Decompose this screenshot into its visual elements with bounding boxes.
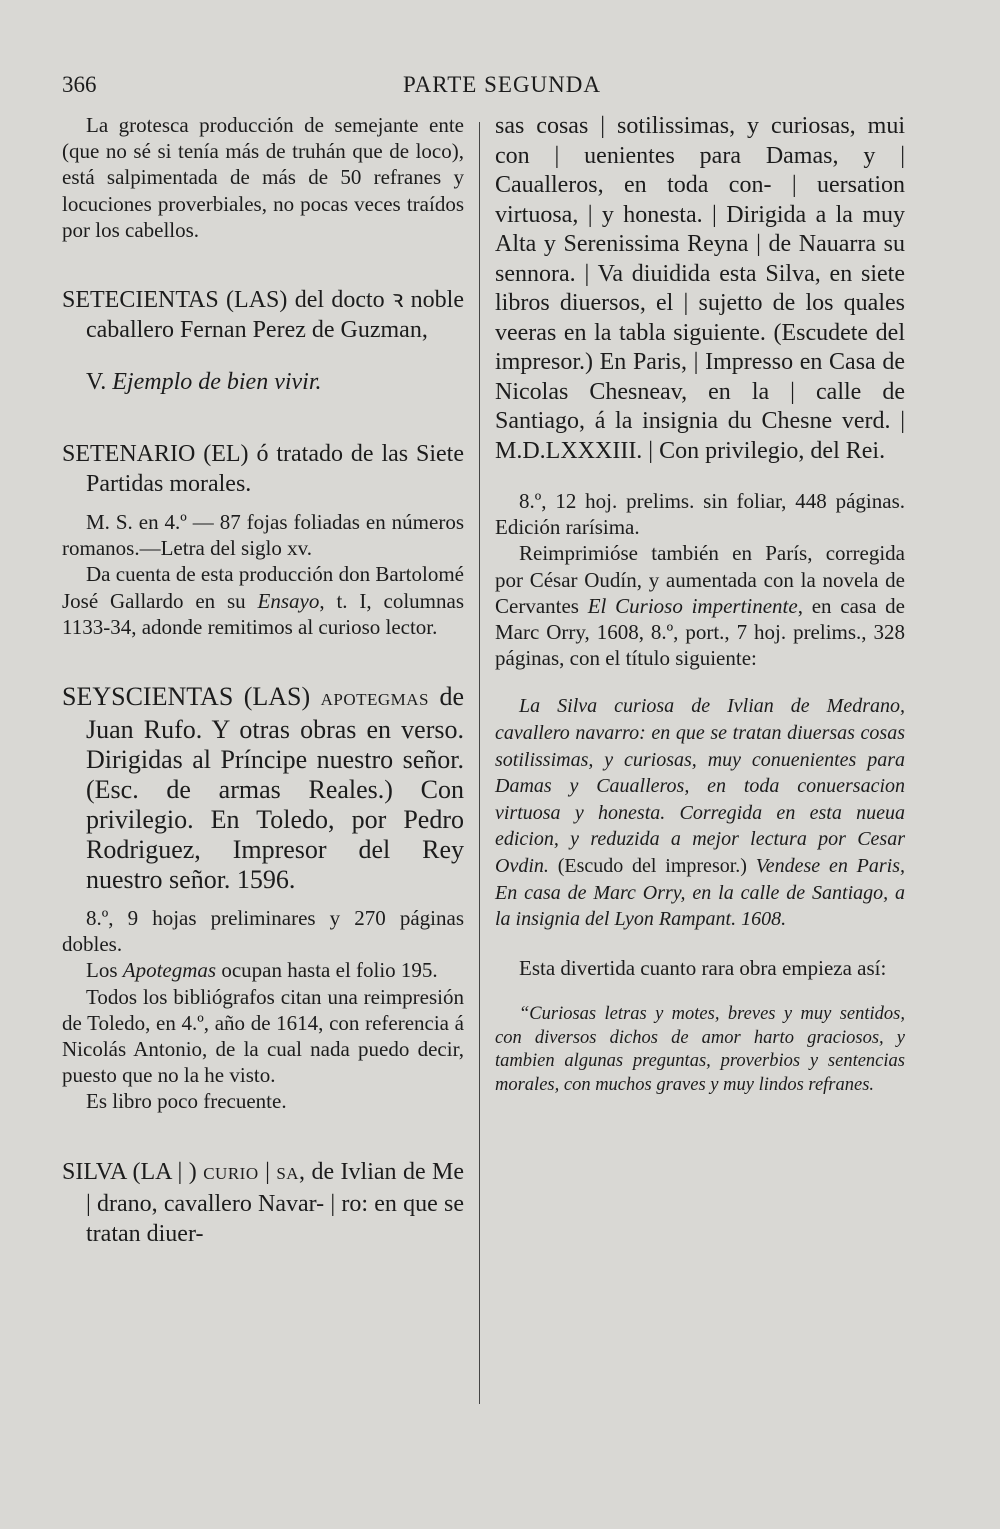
heading-rest: , de Ivlian de Me | drano, cavallero Navar- | ro: en que se tratan diuer- bbox=[86, 1158, 465, 1247]
entry-seyscientas-note-3: Es libro poco frecuente. bbox=[86, 1089, 287, 1114]
apotegmas-title: Apotegmas bbox=[122, 958, 217, 983]
heading-separator: | bbox=[265, 1158, 270, 1185]
novel-title: El Curioso impertinente bbox=[587, 593, 798, 618]
reference-prefix: V. bbox=[86, 369, 107, 396]
opening-quote: “Curiosas letras y motes, breves y muy sentidos, con diversos dichos de amor harto graciosos, y tambien algunas preguntas, proverbios y sentencias morales, con muchos graves y muy lindos refranes. bbox=[495, 1003, 905, 1096]
left-column bbox=[62, 112, 464, 1249]
entry-setecientas-reference bbox=[62, 367, 464, 397]
heading-main: SEYSCIENTAS (LAS) bbox=[62, 682, 311, 712]
heading-rest: de Juan Rufo. Y otras obras en verso. Dirigidas al Príncipe nuestro señor. (Esc. de armas Reales.) Con privilegio. En Toledo, por Pedro Rodriguez, Impresor del Rey nuestro señor. 1596. bbox=[86, 682, 465, 895]
heading-part: SILVA (LA | ) bbox=[62, 1158, 197, 1185]
quote-imprint: Vendese en Paris, En casa de Marc Orry, en la calle de Santiago, a la insignia del Lyon Rampant. 1608. bbox=[495, 854, 906, 931]
note-text-end: , en casa de Marc Orry, 1608, 8.º, port., 7 hoj. prelims., 328 páginas, con el título siguiente: bbox=[495, 593, 905, 671]
entry-silva-title-continued: sas cosas | sotilissimas, y curiosas, mui con | uenientes para Damas, y | Caualleros, en toda con- | uersation virtuosa, | y honesta. | Dirigida a la muy Alta y Serenissima Reyna | de Nauarra su sennora. | Va diuidida esta Silva, en siete libros diuersos, el | sujetto de los quales veeras en la tabla siguiente. (Escudete del impresor.) En Paris, | Impresso en Casa de Nicolas Chesneav, en la | calle de Santiago, á la insignia du Chesne verd. | M.D.LXXXIII. | Con privilegio, del Rei. bbox=[495, 113, 905, 464]
right-column bbox=[495, 112, 905, 1098]
reprint-title-quote bbox=[495, 693, 905, 932]
note-text-end: , t. I, columnas 1133-34, adonde remitimos al curioso lector. bbox=[62, 588, 464, 639]
quote-printer-mark: (Escudo del impresor.) bbox=[557, 854, 747, 877]
note-text: Los bbox=[86, 958, 118, 983]
entry-seyscientas-note-1 bbox=[62, 957, 464, 983]
entry-setecientas-heading: SETECIENTAS (LAS) del docto ꝛ noble caballero Fernan Perez de Guzman, bbox=[62, 287, 464, 344]
entry-silva-heading bbox=[62, 1157, 464, 1249]
intro-paragraph: La grotesca producción de semejante ente (que no sé si tenía más de truhán que de loco), está salpimentada de más de 50 refranes y locuciones proverbiales, no pocas veces traídos por los cabellos. bbox=[62, 113, 464, 242]
opening-lead-in: Esta divertida cuanto rara obra empieza así: bbox=[519, 955, 887, 980]
entry-setenario-note bbox=[62, 561, 464, 640]
note-text-end: ocupan hasta el folio 195. bbox=[221, 958, 438, 983]
page-number: 366 bbox=[62, 72, 97, 97]
entry-seyscientas-note-2: Todos los bibliógrafos citan una reimpresión de Toledo, en 4.º, año de 1614, con referencia á Nicolás Antonio, de la cual nada puedo decir, puesto que no la he visto. bbox=[62, 984, 464, 1088]
entry-setenario-heading: SETENARIO (EL) ó tratado de las Siete Partidas morales. bbox=[62, 441, 464, 498]
note-text: Reimprimióse también en París, corregida por César Oudín, y aumentada con la novela de Cervantes bbox=[495, 541, 905, 618]
page-header bbox=[62, 72, 942, 106]
entry-silva-reprint-note bbox=[495, 540, 905, 671]
entry-silva-description: 8.º, 12 hoj. prelims. sin foliar, 448 páginas. Edición rarísima. bbox=[495, 489, 905, 540]
heading-smallcaps: CURIO bbox=[203, 1163, 259, 1183]
ensayo-title: Ensayo bbox=[257, 588, 320, 613]
entry-setenario-description: M. S. en 4.º — 87 fojas foliadas en números romanos.—Letra del siglo xv. bbox=[62, 510, 464, 561]
reference-title: Ejemplo de bien vivir. bbox=[112, 369, 322, 396]
note-text: Da cuenta de esta producción don Bartolomé José Gallardo en su bbox=[62, 562, 464, 613]
quote-text: La Silva curiosa de Ivlian de Medrano, cavallero navarro: en que se tratan diuersas cosas sotilissimas, y curiosas, muy conuenientes para Damas y Caualleros, en toda conuersacion virtuosa y honesta. Corregida en esta nueua edicion, y reduzida a mejor lectura por Cesar Ovdin. bbox=[495, 695, 905, 877]
heading-smallcaps-2: SA bbox=[276, 1163, 300, 1183]
entry-seyscientas-description: 8.º, 9 hojas preliminares y 270 páginas dobles. bbox=[62, 906, 464, 957]
column-divider bbox=[479, 122, 480, 1404]
heading-smallcaps: APOTEGMAS bbox=[320, 690, 430, 710]
entry-seyscientas-heading bbox=[62, 682, 464, 895]
running-title: PARTE SEGUNDA bbox=[403, 72, 601, 97]
